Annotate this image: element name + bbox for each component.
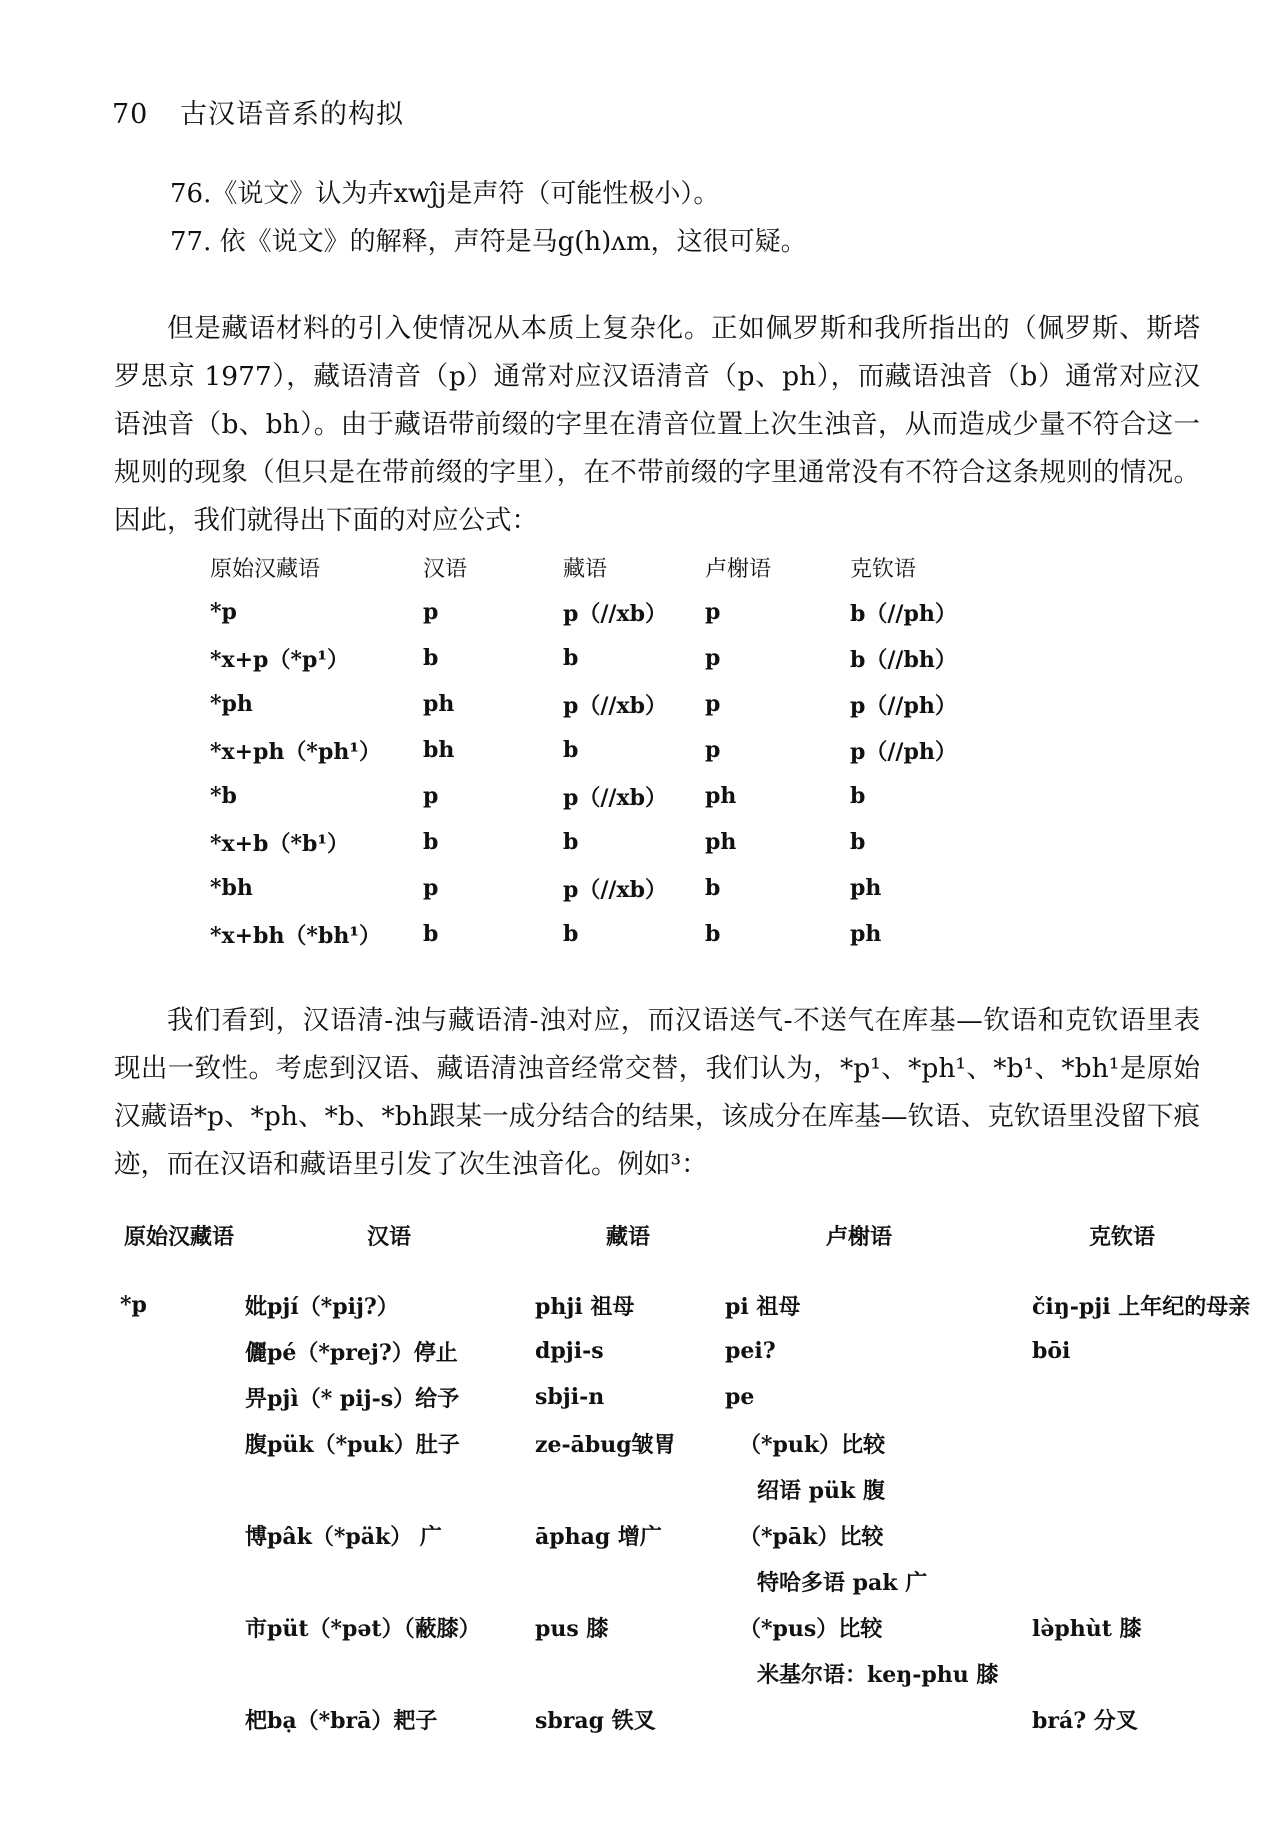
ex-tibetan: dpji-s bbox=[535, 1338, 604, 1364]
table-cell: *x+b（*b¹） bbox=[210, 830, 349, 857]
footnotes bbox=[170, 170, 807, 266]
table-cell: *x+bh（*bh¹） bbox=[210, 922, 381, 949]
table-cell: *x+p（*p¹） bbox=[210, 646, 349, 673]
paragraph-1 bbox=[114, 305, 1200, 545]
table-row bbox=[210, 727, 1010, 773]
table-cell: p（//ph） bbox=[850, 738, 957, 765]
ex-header-kachin: 克钦语 bbox=[1089, 1224, 1156, 1250]
ex-header-chinese: 汉语 bbox=[367, 1224, 412, 1250]
ex-kachin: lə̀phùt 膝 bbox=[1032, 1615, 1142, 1642]
col-header-lushai: 卢榭语 bbox=[705, 556, 772, 582]
paragraph-2 bbox=[114, 997, 1200, 1189]
table-cell: p（//xb） bbox=[563, 692, 667, 719]
table-cell: *ph bbox=[210, 691, 253, 717]
ex-lushai: pei? bbox=[725, 1338, 776, 1364]
table-cell: b bbox=[423, 829, 439, 855]
table-cell: ph bbox=[705, 829, 737, 855]
ex-lushai: 特哈多语 pak 广 bbox=[757, 1569, 928, 1596]
book-title: 古汉语音系的构拟 bbox=[179, 99, 404, 130]
table-cell: b bbox=[563, 829, 579, 855]
ex-chinese bbox=[245, 1558, 535, 1604]
table-cell: *p bbox=[210, 599, 237, 625]
ex-kachin bbox=[1032, 1466, 1272, 1512]
col-header-kachin: 克钦语 bbox=[850, 556, 917, 582]
correspondence-header-row bbox=[210, 545, 1010, 589]
table-cell: p（//xb） bbox=[563, 784, 667, 811]
table-cell: *x+ph（*ph¹） bbox=[210, 738, 381, 765]
col-header-tibetan: 藏语 bbox=[563, 556, 608, 582]
ex-tibetan: sbrag 铁叉 bbox=[535, 1707, 656, 1734]
table-cell: b bbox=[423, 645, 439, 671]
ex-lushai: pi 祖母 bbox=[725, 1293, 801, 1320]
ex-kachin: čiŋ-pji 上年纪的母亲 bbox=[1032, 1293, 1251, 1320]
table-cell: p bbox=[705, 645, 721, 671]
table-cell: b bbox=[705, 875, 721, 901]
table-row bbox=[210, 773, 1010, 819]
table-cell: b bbox=[850, 829, 866, 855]
ex-chinese: 杷bạ（*brā）耙子 bbox=[245, 1707, 438, 1734]
ex-tibetan: ze-ābug皱胃 bbox=[535, 1431, 676, 1458]
table-row bbox=[120, 1604, 1272, 1650]
correspondence-table bbox=[210, 545, 1010, 957]
note-76: 76.《说文》认为卉xwĵj是声符（可能性极小）。 bbox=[170, 179, 720, 209]
ex-tibetan bbox=[535, 1466, 725, 1512]
table-cell: *bh bbox=[210, 875, 253, 901]
table-row bbox=[120, 1420, 1272, 1466]
ex-proto bbox=[120, 1512, 245, 1558]
ex-lushai: 绍语 pük 腹 bbox=[757, 1477, 885, 1504]
ex-lushai: 米基尔语：keŋ-phu 膝 bbox=[757, 1661, 999, 1688]
ex-tibetan: pus 膝 bbox=[535, 1615, 609, 1642]
table-cell: p（//xb） bbox=[563, 600, 667, 627]
table-cell: ph bbox=[423, 691, 455, 717]
table-row bbox=[120, 1466, 1272, 1512]
table-row bbox=[120, 1558, 1272, 1604]
table-cell: p bbox=[705, 599, 721, 625]
table-cell: p bbox=[705, 737, 721, 763]
ex-header-tibetan: 藏语 bbox=[606, 1224, 651, 1250]
table-row bbox=[210, 865, 1010, 911]
ex-tibetan: āphag 增广 bbox=[535, 1523, 662, 1550]
ex-proto bbox=[120, 1420, 245, 1466]
ex-chinese bbox=[245, 1466, 535, 1512]
table-cell: b bbox=[423, 921, 439, 947]
ex-kachin bbox=[1032, 1558, 1272, 1604]
ex-kachin bbox=[1032, 1420, 1272, 1466]
table-cell: ph bbox=[850, 921, 882, 947]
ex-lushai: pe bbox=[725, 1384, 755, 1410]
ex-header-proto: 原始汉藏语 bbox=[124, 1224, 235, 1250]
table-cell: b bbox=[563, 737, 579, 763]
table-row bbox=[120, 1650, 1272, 1696]
table-row bbox=[120, 1512, 1272, 1558]
ex-lushai bbox=[725, 1696, 1032, 1742]
col-header-proto: 原始汉藏语 bbox=[210, 556, 321, 582]
examples-table bbox=[120, 1282, 1272, 1742]
ex-lushai: （*pus）比较 bbox=[739, 1615, 883, 1642]
ex-chinese: 博pâk（*päk） 广 bbox=[245, 1523, 442, 1550]
ex-proto: *p bbox=[120, 1292, 147, 1318]
table-cell: p bbox=[705, 691, 721, 717]
paragraph-2-text: 我们看到，汉语清-浊与藏语清-浊对应，而汉语送气-不送气在库基—钦语和克钦语里表现出一致性。考虑到汉语、藏语清浊音经常交替，我们认为，*p¹、*ph¹、*b¹、*bh¹是原始汉藏语*p、*ph、*b、*bh跟某一成分结合的结果，该成分在库基—钦语、克钦语里没留下痕迹，而在汉语和藏语里引发了次生浊音化。例如³： bbox=[114, 1005, 1200, 1180]
ex-kachin bbox=[1032, 1374, 1272, 1420]
table-cell: b bbox=[563, 645, 579, 671]
ex-chinese: 腹pük（*puk）肚子 bbox=[245, 1431, 460, 1458]
page-number: 70 bbox=[112, 99, 149, 130]
ex-proto bbox=[120, 1466, 245, 1512]
table-row bbox=[210, 681, 1010, 727]
table-cell: b（//ph） bbox=[850, 600, 957, 627]
table-cell: p（//xb） bbox=[563, 876, 667, 903]
ex-chinese: 畀pjì（* pij-s）给予 bbox=[245, 1385, 460, 1412]
table-row bbox=[210, 635, 1010, 681]
table-row bbox=[120, 1374, 1272, 1420]
ex-kachin bbox=[1032, 1650, 1272, 1696]
table-cell: b bbox=[705, 921, 721, 947]
table-row bbox=[120, 1328, 1272, 1374]
ex-tibetan: phji 祖母 bbox=[535, 1293, 635, 1320]
table-cell: ph bbox=[705, 783, 737, 809]
ex-proto bbox=[120, 1374, 245, 1420]
table-cell: p（//ph） bbox=[850, 692, 957, 719]
ex-proto bbox=[120, 1650, 245, 1696]
table-row bbox=[210, 589, 1010, 635]
table-cell: p bbox=[423, 875, 439, 901]
table-cell: p bbox=[423, 599, 439, 625]
col-header-chinese: 汉语 bbox=[423, 556, 468, 582]
table-cell: bh bbox=[423, 737, 455, 763]
paragraph-1-text: 但是藏语材料的引入使情况从本质上复杂化。正如佩罗斯和我所指出的（佩罗斯、斯塔罗思京 1977），藏语清音（p）通常对应汉语清音（p、ph），而藏语浊音（b）通常对应汉语浊音（b、bh）。由于藏语带前缀的字里在清音位置上次生浊音，从而造成少量不符合这一规则的现象（但只是在带前缀的字里），在不带前缀的字里通常没有不符合这条规则的情况。因此，我们就得出下面的对应公式： bbox=[114, 313, 1200, 536]
ex-chinese: 市püt（*pət）（蔽膝） bbox=[245, 1615, 481, 1642]
ex-tibetan bbox=[535, 1650, 725, 1696]
ex-kachin bbox=[1032, 1512, 1272, 1558]
ex-lushai: （*pāk）比较 bbox=[739, 1523, 884, 1550]
table-cell: ph bbox=[850, 875, 882, 901]
table-cell: p bbox=[423, 783, 439, 809]
ex-lushai: （*puk）比较 bbox=[739, 1431, 886, 1458]
ex-chinese bbox=[245, 1650, 535, 1696]
table-cell: b bbox=[563, 921, 579, 947]
ex-header-lushai: 卢榭语 bbox=[826, 1224, 893, 1250]
ex-proto bbox=[120, 1604, 245, 1650]
ex-chinese: 儷pé（*prej?）停止 bbox=[245, 1339, 458, 1366]
note-77: 77. 依《说文》的解释，声符是马g(h)ʌm，这很可疑。 bbox=[170, 227, 807, 257]
table-row bbox=[120, 1696, 1272, 1742]
table-row bbox=[120, 1282, 1272, 1328]
ex-tibetan: sbji-n bbox=[535, 1384, 605, 1410]
table-row bbox=[210, 911, 1010, 957]
table-cell: *b bbox=[210, 783, 237, 809]
ex-chinese: 妣pjí（*pij?） bbox=[245, 1293, 399, 1320]
table-row bbox=[210, 819, 1010, 865]
ex-kachin: bōi bbox=[1032, 1338, 1071, 1364]
table-cell: b（//bh） bbox=[850, 646, 957, 673]
ex-proto bbox=[120, 1328, 245, 1374]
table-cell: b bbox=[850, 783, 866, 809]
ex-proto bbox=[120, 1696, 245, 1742]
ex-proto bbox=[120, 1558, 245, 1604]
running-header bbox=[112, 92, 404, 131]
ex-tibetan bbox=[535, 1558, 725, 1604]
ex-kachin: brá? 分叉 bbox=[1032, 1707, 1138, 1734]
